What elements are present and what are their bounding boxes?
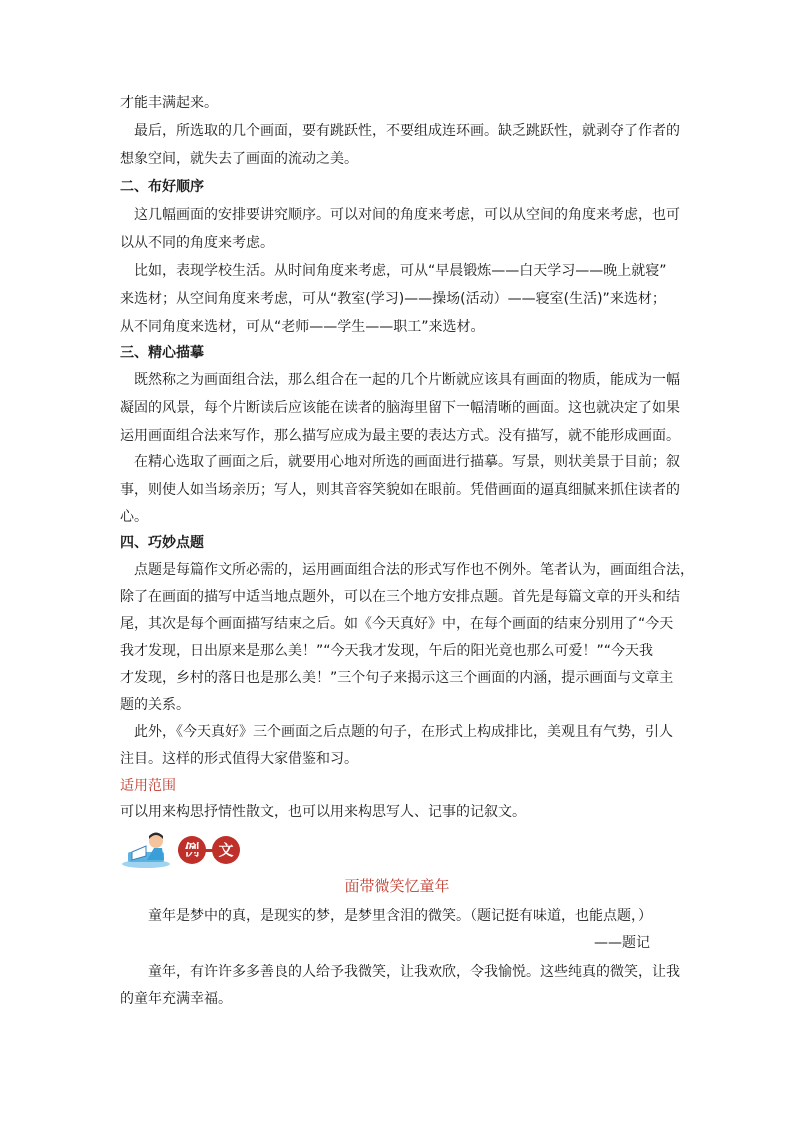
epigraph-label: ——题记 (594, 935, 650, 951)
text-line: 来选材；从空间角度来考虑，可从“教室(学习)——操场(活动）——寝室(生活)”来选材； (120, 291, 666, 307)
text-line: 的童年充满幸福。 (120, 991, 232, 1007)
text-line: 我才发现，日出原来是那么美！”“今天我才发现，午后的阳光竟也那么可爱！”“今天我 (120, 643, 654, 659)
scope-heading: 适用范围 (120, 778, 176, 794)
text-line: 除了在画面的描写中适当地点题外，可以在三个地方安排点题。首先是每篇文章的开头和结 (120, 589, 680, 605)
text-line: 以从不同的角度来考虑。 (120, 235, 274, 251)
badge-char: 文 (212, 836, 240, 864)
text-line: 心。 (120, 509, 148, 525)
example-badge (120, 830, 240, 870)
text-line: 尾，其次是每个画面描写结束之后。如《今天真好》中，在每个画面的结束分别用了“今天 (120, 616, 674, 632)
text-line: 童年，有许许多多善良的人给予我微笑，让我欢欣，令我愉悦。这些纯真的微笑，让我 (148, 964, 680, 980)
text-line: 想象空间，就失去了画面的流动之美。 (120, 151, 358, 167)
text-line: 既然称之为画面组合法，那么组合在一起的几个片断就应该具有画面的物质，能成为一幅 (134, 372, 680, 388)
text-line: 运用画面组合法来写作，那么描写应成为最主要的表达方式。没有描写，就不能形成画面。 (120, 428, 680, 444)
text-line: 这几幅画面的安排要讲究顺序。可以对间的角度来考虑，可以从空间的角度来考虑，也可 (134, 207, 680, 223)
text-line: 最后，所选取的几个画面，要有跳跃性，不要组成连环画。缺乏跳跃性，就剥夺了作者的 (134, 123, 680, 139)
section-heading: 三、精心描摹 (120, 345, 204, 361)
text-line: 注目。这样的形式值得大家借鉴和习。 (120, 751, 358, 767)
text-line: 比如，表现学校生活。从时间角度来考虑，可从“早晨锻炼——白天学习——晚上就寝” (134, 263, 667, 279)
text-line: 事，则使人如当场亲历；写人，则其音容笑貌如在眼前。凭借画面的逼真细腻来抓住读者的 (120, 482, 680, 498)
text-line: 在精心选取了画面之后，就要用心地对所选的画面进行描摹。写景，则状美景于目前；叙 (134, 454, 680, 470)
text-line: 点题是每篇作文所必需的，运用画面组合法的形式写作也不例外。笔者认为，画面组合法， (134, 562, 694, 578)
text-line: 才发现，乡村的落日也是那么美！”三个句子来揭示这三个画面的内涵，提示画面与文章主 (120, 670, 674, 686)
section-heading: 二、布好顺序 (120, 179, 204, 195)
article-epigraph: 童年是梦中的真，是现实的梦，是梦里含泪的微笑。（题记挺有味道，也能点题，） (148, 908, 652, 924)
article-title: 面带微笑忆童年 (344, 877, 450, 895)
section-heading: 四、巧妙点题 (120, 535, 204, 551)
scope-text: 可以用来构思抒情性散文，也可以用来构思写人、记事的记叙文。 (120, 804, 526, 820)
reading-student-icon (120, 830, 176, 870)
text-line: 题的关系。 (120, 697, 190, 713)
text-line: 从不同角度来选材，可从“老师——学生——职工”来选材。 (120, 319, 485, 335)
text-line: 凝固的风景，每个片断读后应该能在读者的脑海里留下一幅清晰的画面。这也就决定了如果 (120, 400, 680, 416)
text-line: 此外，《今天真好》三个画面之后点题的句子，在形式上构成排比，美观且有气势，引人 (134, 724, 673, 740)
text-line: 才能丰满起来。 (120, 95, 218, 111)
